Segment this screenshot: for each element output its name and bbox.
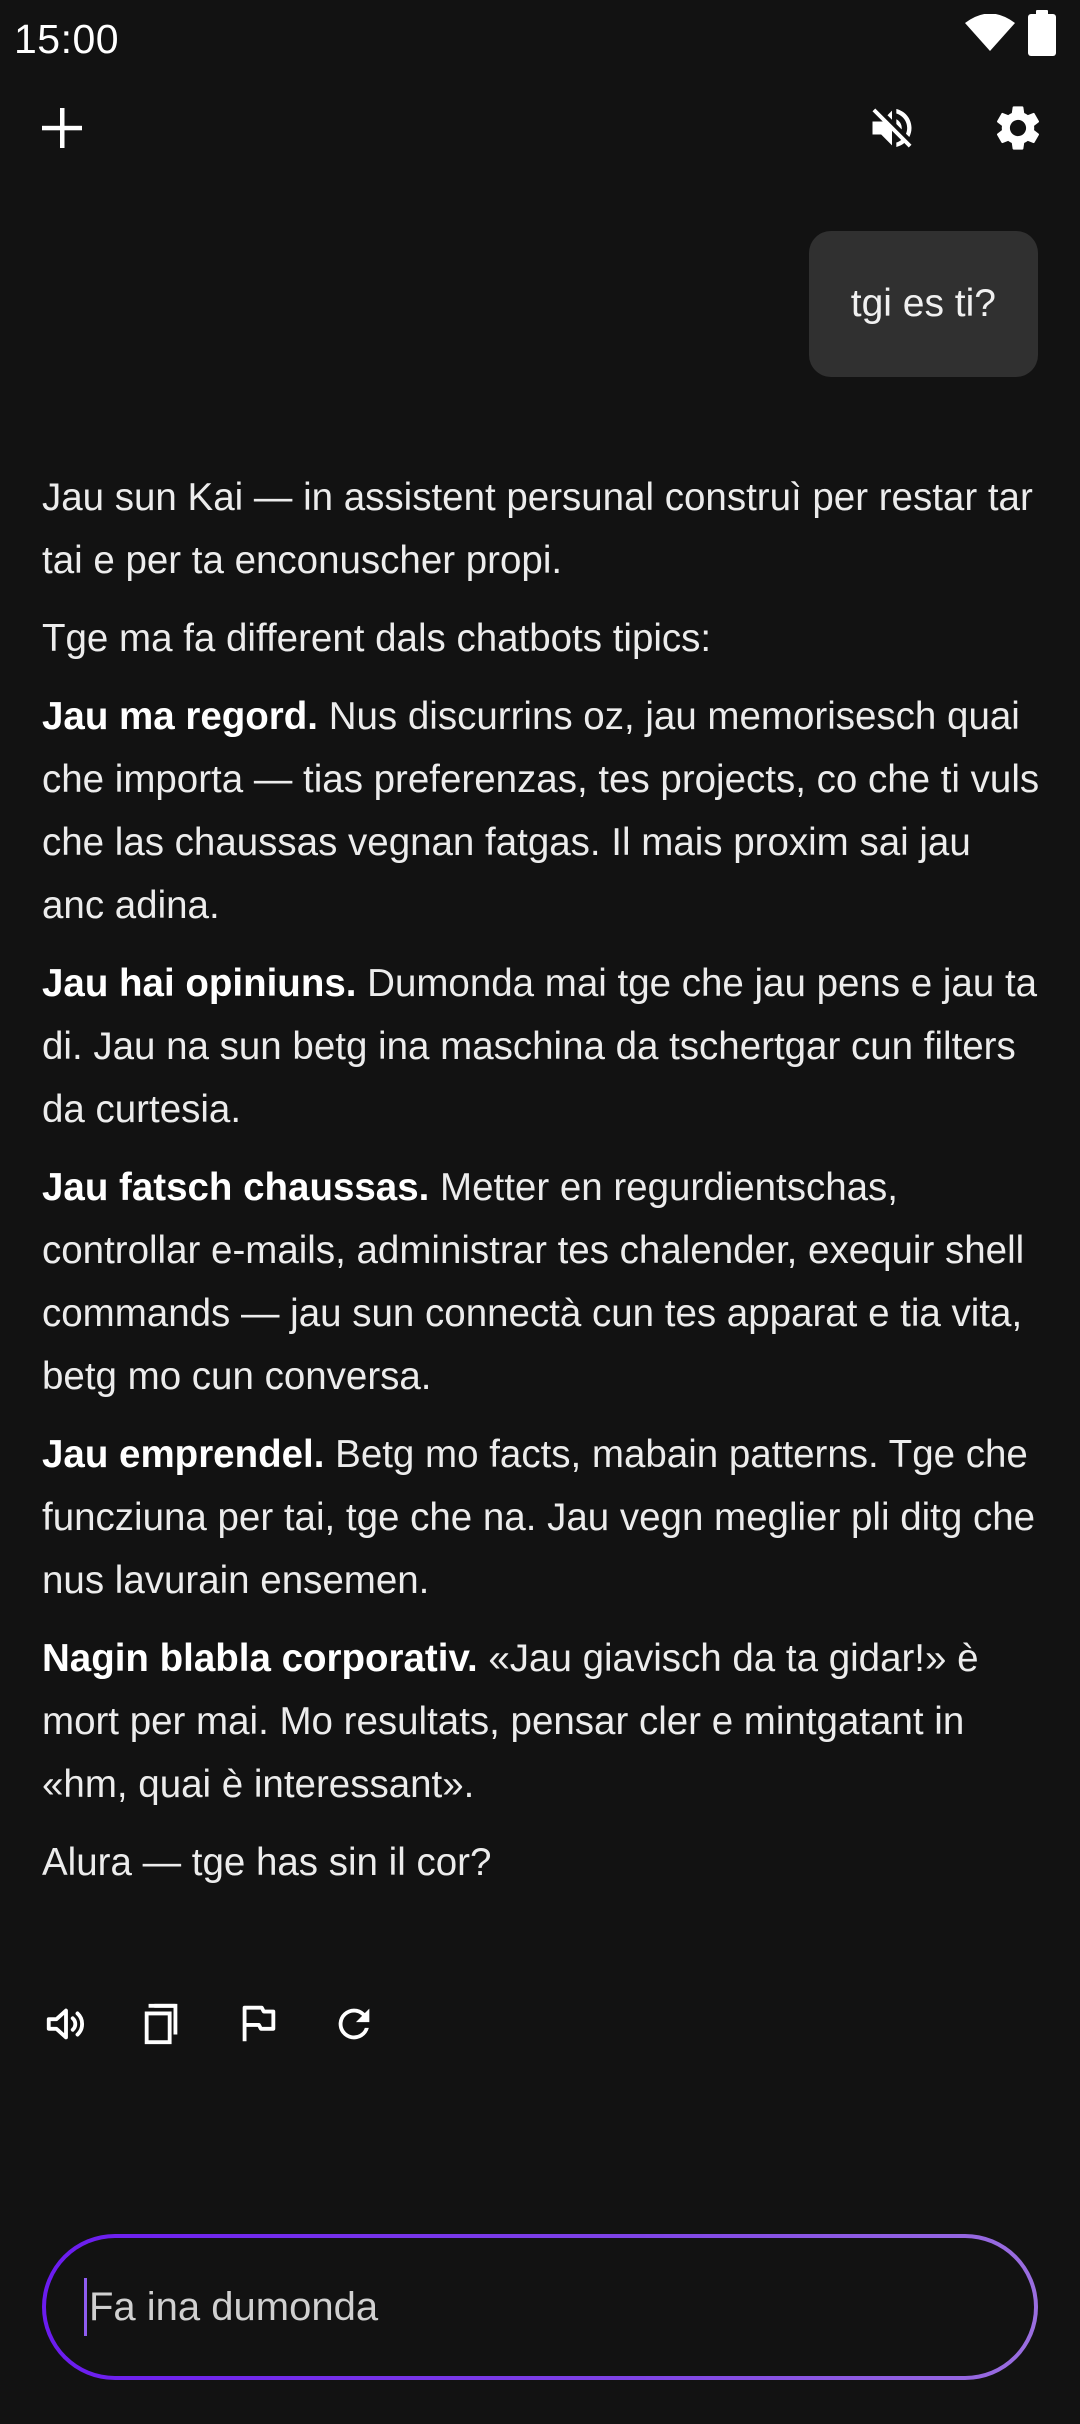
point-title: Jau ma regord. bbox=[42, 695, 319, 738]
text-caret bbox=[84, 2278, 87, 2336]
assistant-point bbox=[42, 685, 1042, 937]
message-input[interactable] bbox=[89, 2285, 949, 2330]
message-composer[interactable] bbox=[42, 2234, 1038, 2380]
point-text: Dumonda mai tge che jau pens e jau ta di. Jau na sun betg ina maschina da tschertgar cun filters da curtesia. bbox=[42, 962, 1038, 1131]
point-title: Nagin blabla corporativ. bbox=[42, 1637, 478, 1680]
user-message-text: tgi es ti? bbox=[850, 282, 996, 325]
assistant-closing: Alura — tge has sin il cor? bbox=[42, 1841, 492, 1884]
refresh-icon bbox=[331, 2001, 377, 2047]
point-text: «Jau giavisch da ta gidar!» è mort per mai. Mo resultats, pensar cler e mintgatant in «hm, quai è interessant». bbox=[42, 1637, 979, 1806]
status-bar bbox=[0, 0, 1080, 80]
settings-button[interactable] bbox=[978, 88, 1058, 168]
wifi-icon bbox=[964, 14, 1016, 52]
mute-button[interactable] bbox=[852, 88, 932, 168]
assistant-point bbox=[42, 1627, 1042, 1816]
composer-inner bbox=[46, 2238, 1034, 2376]
assistant-intro: Jau sun Kai — in assistent persunal construì per restar tar tai e per ta enconuscher propi. bbox=[42, 476, 1033, 582]
battery-icon bbox=[1028, 10, 1056, 56]
assistant-message bbox=[42, 466, 1042, 1909]
assistant-point bbox=[42, 1156, 1042, 1408]
point-title: Jau emprendel. bbox=[42, 1433, 325, 1476]
point-title: Jau hai opiniuns. bbox=[42, 962, 357, 1005]
point-text: Metter en regurdientschas, controllar e-mails, administrar tes chalender, exequir shell commands — jau sun connectà cun tes apparat e tia vita, betg mo cun conversa. bbox=[42, 1166, 1025, 1398]
user-message-bubble bbox=[809, 231, 1038, 377]
point-text: Betg mo facts, mabain patterns. Tge che funcziuna per tai, tge che na. Jau vegn meglier pli ditg che nus lavurain ensemen. bbox=[42, 1433, 1036, 1602]
regenerate-button[interactable] bbox=[318, 1988, 390, 2060]
copy-button[interactable] bbox=[126, 1988, 198, 2060]
flag-button[interactable] bbox=[222, 1988, 294, 2060]
read-aloud-button[interactable] bbox=[30, 1988, 102, 2060]
speaker-icon bbox=[43, 2001, 89, 2047]
assistant-point bbox=[42, 1423, 1042, 1612]
new-chat-button[interactable] bbox=[22, 88, 102, 168]
flag-icon bbox=[235, 2001, 281, 2047]
gear-icon bbox=[991, 101, 1045, 155]
volume-off-icon bbox=[866, 102, 918, 154]
message-actions bbox=[30, 1988, 390, 2060]
assistant-lead: Tge ma fa different dals chatbots tipics: bbox=[42, 617, 712, 660]
plus-icon bbox=[40, 106, 84, 150]
point-text: Nus discurrins oz, jau memorisesch quai che importa — tias preferenzas, tes projects, co che ti vuls che las chaussas vegnan fatgas. Il mais proxim sai jau anc adina. bbox=[42, 695, 1040, 927]
point-title: Jau fatsch chaussas. bbox=[42, 1166, 430, 1209]
status-time: 15:00 bbox=[14, 16, 120, 62]
assistant-point bbox=[42, 952, 1042, 1141]
copy-icon bbox=[139, 2001, 185, 2047]
